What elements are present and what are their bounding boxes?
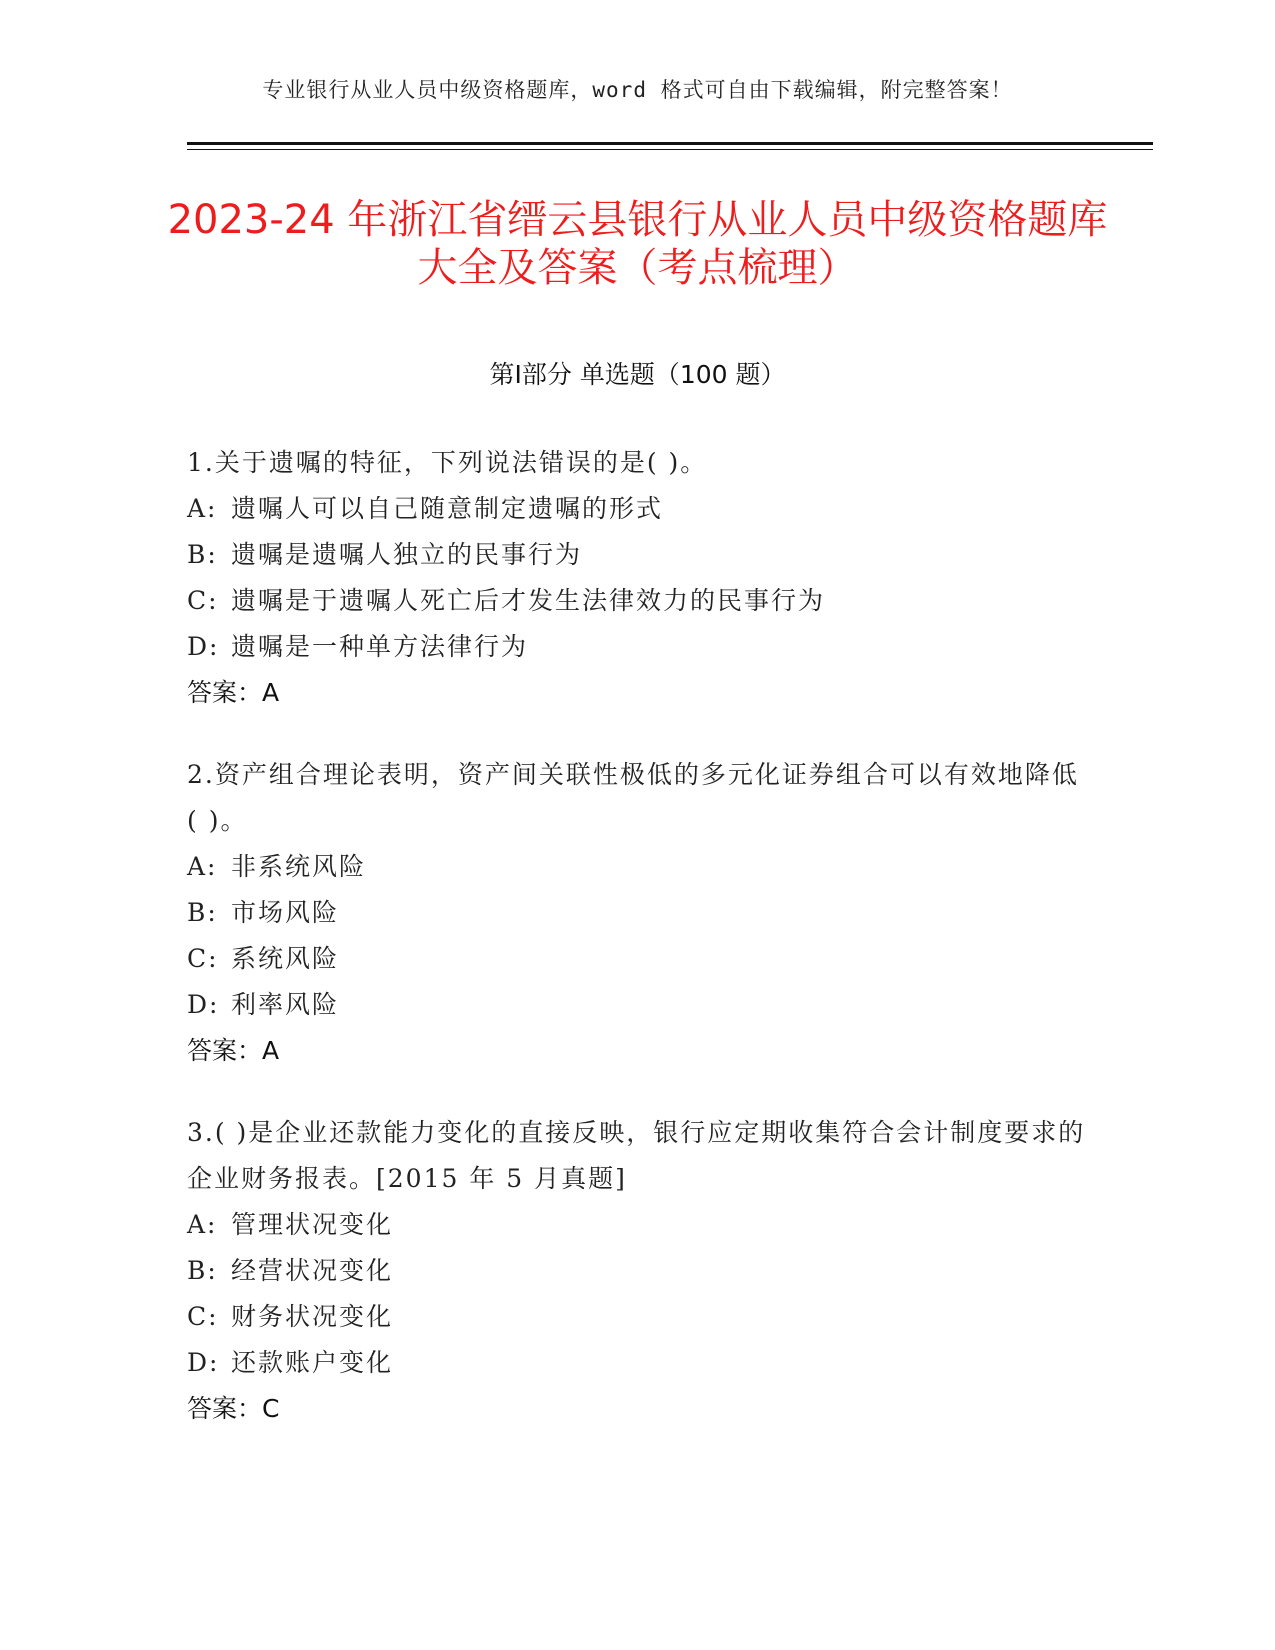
option-key: A:	[187, 1210, 218, 1239]
option-c	[187, 1294, 1087, 1340]
section-title: 第Ⅰ部分 单选题（100 题）	[489, 360, 786, 389]
answer-label: 答案：	[187, 678, 263, 707]
header-rule-thin	[187, 149, 1153, 150]
answer-line	[187, 1386, 1087, 1432]
option-key: A:	[187, 852, 218, 881]
option-key: C:	[187, 1302, 219, 1331]
header-note: 专业银行从业人员中级资格题库，word 格式可自由下载编辑，附完整答案！	[262, 78, 1013, 102]
option-key: D:	[187, 1348, 220, 1377]
answer-label: 答案：	[187, 1036, 263, 1065]
option-text: 遗嘱是于遗嘱人死亡后才发生法律效力的民事行为	[231, 586, 826, 615]
question-1	[187, 440, 1087, 716]
answer-value: C	[262, 1394, 280, 1423]
answer-line	[187, 670, 1087, 716]
option-d	[187, 624, 1087, 670]
answer-value: A	[262, 1036, 280, 1065]
document-title: 2023-24 年浙江省缙云县银行从业人员中级资格题库大全及答案（考点梳理）	[167, 197, 1108, 291]
option-text: 还款账户变化	[231, 1348, 394, 1377]
option-text: 非系统风险	[231, 852, 367, 881]
option-b	[187, 532, 1087, 578]
option-key: B:	[187, 898, 218, 927]
option-c	[187, 936, 1087, 982]
question-stem: 3.( )是企业还款能力变化的直接反映，银行应定期收集符合会计制度要求的企业财务报表。[2015 年 5 月真题]	[187, 1118, 1086, 1193]
option-b	[187, 1248, 1087, 1294]
question-stem: 2.资产组合理论表明，资产间关联性极低的多元化证券组合可以有效地降低( )。	[187, 760, 1079, 835]
option-text: 遗嘱是一种单方法律行为	[231, 632, 529, 661]
answer-value: A	[262, 678, 280, 707]
answer-label: 答案：	[187, 1394, 263, 1423]
option-key: B:	[187, 1256, 218, 1285]
question-list	[187, 440, 1087, 1468]
option-key: B:	[187, 540, 218, 569]
option-d	[187, 982, 1087, 1028]
option-key: D:	[187, 990, 220, 1019]
question-3	[187, 1110, 1087, 1432]
option-text: 遗嘱人可以自己随意制定遗嘱的形式	[231, 494, 664, 523]
option-a	[187, 1202, 1087, 1248]
option-key: C:	[187, 944, 219, 973]
question-2	[187, 752, 1087, 1074]
option-a	[187, 486, 1087, 532]
question-stem: 1.关于遗嘱的特征，下列说法错误的是( )。	[187, 448, 708, 477]
answer-line	[187, 1028, 1087, 1074]
option-key: D:	[187, 632, 220, 661]
option-c	[187, 578, 1087, 624]
option-text: 经营状况变化	[231, 1256, 394, 1285]
option-text: 管理状况变化	[231, 1210, 394, 1239]
header-rule-thick	[187, 142, 1153, 145]
option-key: A:	[187, 494, 218, 523]
option-text: 利率风险	[231, 990, 340, 1019]
option-text: 财务状况变化	[231, 1302, 394, 1331]
option-key: C:	[187, 586, 219, 615]
option-text: 系统风险	[231, 944, 340, 973]
option-d	[187, 1340, 1087, 1386]
option-b	[187, 890, 1087, 936]
option-text: 遗嘱是遗嘱人独立的民事行为	[231, 540, 583, 569]
option-a	[187, 844, 1087, 890]
option-text: 市场风险	[231, 898, 340, 927]
